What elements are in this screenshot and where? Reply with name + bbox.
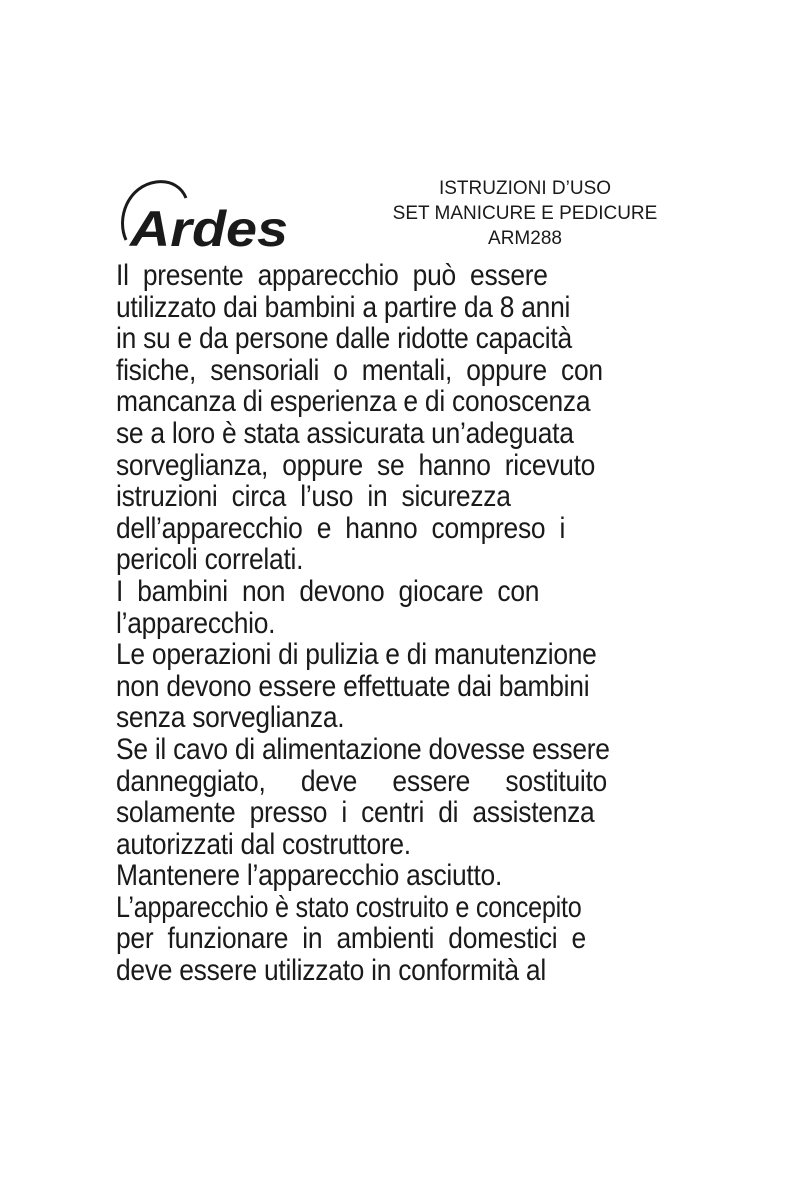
model-number: ARM288 bbox=[488, 228, 562, 249]
text-line: se a loro è stata assicurata un’adeguata bbox=[116, 416, 574, 450]
product-name: SET MANICURE E PEDICURE bbox=[392, 203, 658, 224]
text-line: pericoli correlati. bbox=[116, 543, 304, 577]
brand-logo bbox=[116, 178, 296, 254]
text-line: senza sorveglianza. bbox=[116, 701, 345, 735]
text-line: solamente presso i centri di assistenza bbox=[116, 796, 595, 830]
text-line: fisiche, sensoriali o mentali, oppure con bbox=[116, 353, 603, 387]
ardes-arc-logo-icon bbox=[116, 178, 296, 254]
text-line: non devono essere effettuate dai bambini bbox=[116, 669, 590, 703]
text-line: Mantenere l’apparecchio asciutto. bbox=[116, 859, 503, 893]
text-line: deve essere utilizzato in conformità al bbox=[116, 954, 546, 988]
text-line: istruzioni circa l’uso in sicurezza bbox=[116, 480, 511, 514]
text-line: mancanza di esperienza e di conoscenza bbox=[116, 385, 591, 419]
text-line: I bambini non devono giocare con bbox=[116, 574, 540, 608]
text-line: dell’apparecchio e hanno compreso i bbox=[116, 511, 566, 545]
text-line: utilizzato dai bambini a partire da 8 anni bbox=[116, 290, 571, 324]
text-line: sorveglianza, oppure se hanno ricevuto bbox=[116, 448, 596, 482]
brand-name: Ardes bbox=[127, 201, 288, 254]
text-line: Se il cavo di alimentazione dovesse essere bbox=[116, 732, 610, 766]
text-line: autorizzati dal costruttore. bbox=[116, 827, 411, 861]
text-line: in su e da persone dalle ridotte capacità bbox=[116, 322, 572, 356]
text-line: Il presente apparecchio può essere bbox=[116, 259, 548, 292]
document-title: ISTRUZIONI D’USO bbox=[438, 178, 612, 199]
text-line: danneggiato, deve essere sostituito bbox=[116, 764, 607, 798]
document-header bbox=[360, 176, 690, 251]
safety-instructions bbox=[116, 260, 716, 987]
text-line: Le operazioni di pulizia e di manutenzione bbox=[116, 638, 597, 672]
text-line: l’apparecchio. bbox=[116, 606, 276, 640]
text-line: per funzionare in ambienti domestici e bbox=[116, 922, 586, 956]
text-line: L’apparecchio è stato costruito e concepito bbox=[116, 890, 582, 924]
